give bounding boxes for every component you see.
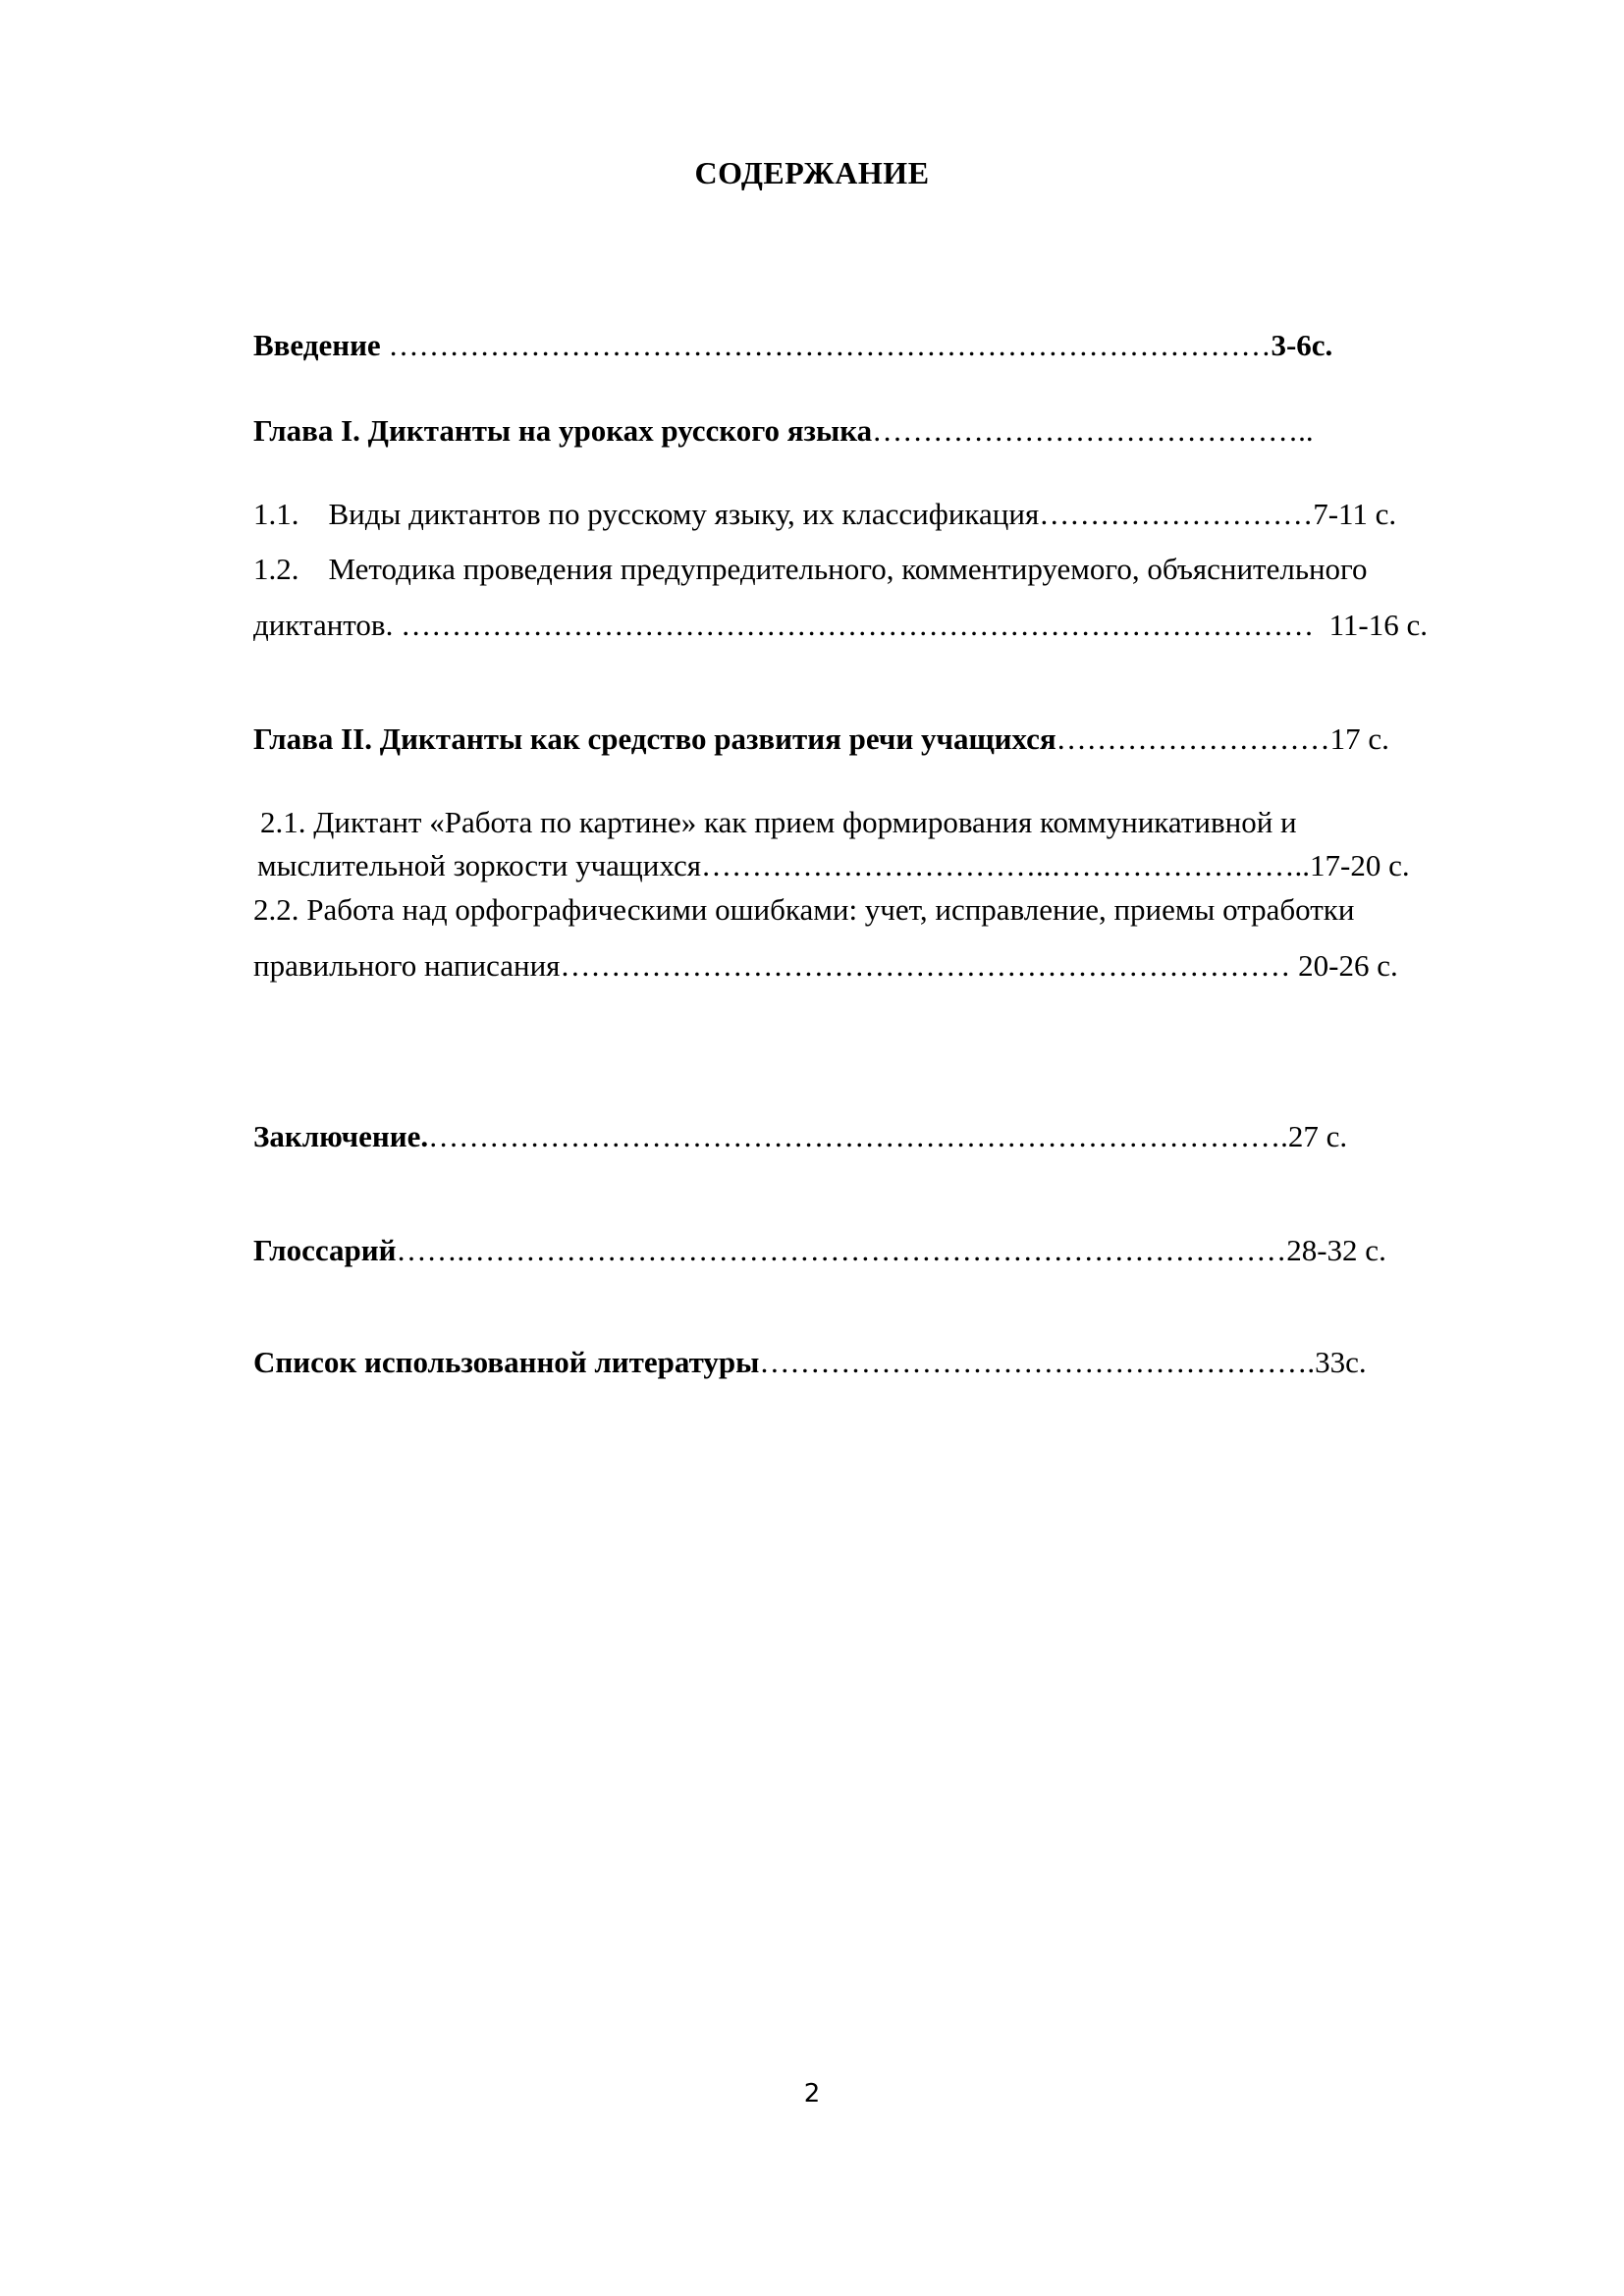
toc-leader: ……………………………………………….	[759, 1345, 1316, 1379]
toc-entry-section-2-1	[260, 807, 1297, 837]
toc-page: 17-20 с.	[1310, 848, 1410, 882]
toc-entry-chapter-1	[253, 415, 1314, 446]
toc-label: Методика проведения предупредительного, комментируемого, объяснительного	[328, 552, 1368, 586]
toc-leader: ……………………………………………………………………………	[380, 328, 1272, 362]
toc-label: Глоссарий	[253, 1233, 397, 1267]
toc-leader: ………………………	[1056, 721, 1330, 756]
toc-label: 2.2. Работа над орфографическими ошибками: учет, исправление, приемы отработки	[253, 892, 1355, 927]
toc-entry-section-2-1-cont	[257, 850, 1410, 881]
toc-label: Введение	[253, 328, 381, 362]
toc-page: 17 с.	[1329, 721, 1389, 756]
toc-label: Список использованной литературы	[253, 1345, 760, 1379]
toc-number: 1.2.	[253, 552, 299, 586]
toc-entry-chapter-2	[253, 723, 1389, 754]
toc-leader: ………………………………………………………………………………	[393, 608, 1315, 642]
toc-leader: ……………………………………..	[872, 413, 1314, 448]
toc-page: 28-32 с.	[1286, 1233, 1386, 1267]
toc-entry-section-1-2	[253, 554, 1368, 584]
toc-label: Глава I. Диктанты на уроках русского языка	[253, 413, 873, 448]
toc-leader: …….………………………………………………………………………	[396, 1233, 1287, 1267]
toc-page: 7-11 с.	[1313, 497, 1397, 531]
toc-entry-introduction	[253, 330, 1332, 360]
toc-entry-section-1-1	[253, 499, 1396, 529]
toc-entry-section-2-2-cont	[253, 950, 1398, 981]
toc-label: мыслительной зоркости учащихся	[257, 848, 702, 882]
toc-leader: ………………………………………………………………………….	[428, 1119, 1288, 1153]
toc-label: Виды диктантов по русскому языку, их классификация	[328, 497, 1040, 531]
page-title: СОДЕРЖАНИЕ	[694, 155, 930, 190]
toc-leader: ……………………………..……………………..	[701, 848, 1311, 882]
toc-label: правильного написания	[253, 948, 561, 983]
toc-label: диктантов.	[253, 608, 394, 642]
toc-page: 3-6с.	[1271, 328, 1333, 362]
toc-entry-glossary	[253, 1235, 1386, 1265]
toc-entry-references	[253, 1347, 1367, 1377]
toc-leader: ………………………	[1039, 497, 1314, 531]
toc-entry-conclusion	[253, 1121, 1347, 1151]
toc-number: 1.1.	[253, 497, 299, 531]
toc-page: 27 с.	[1287, 1119, 1348, 1153]
page-number: 2	[803, 2079, 821, 2109]
toc-label: Глава II. Диктанты как средство развития речи учащихся	[253, 721, 1056, 756]
toc-page: 33с.	[1315, 1345, 1367, 1379]
toc-leader: ………………………………………………………………	[560, 948, 1299, 983]
toc-entry-section-1-2-cont	[253, 610, 1428, 640]
toc-page: 11-16 с.	[1314, 608, 1429, 642]
toc-page: 20-26 с.	[1298, 948, 1398, 983]
toc-label: 2.1. Диктант «Работа по картине» как прием формирования коммуникативной и	[260, 805, 1297, 839]
toc-label: Заключение.	[253, 1119, 429, 1153]
toc-entry-section-2-2	[253, 894, 1354, 925]
